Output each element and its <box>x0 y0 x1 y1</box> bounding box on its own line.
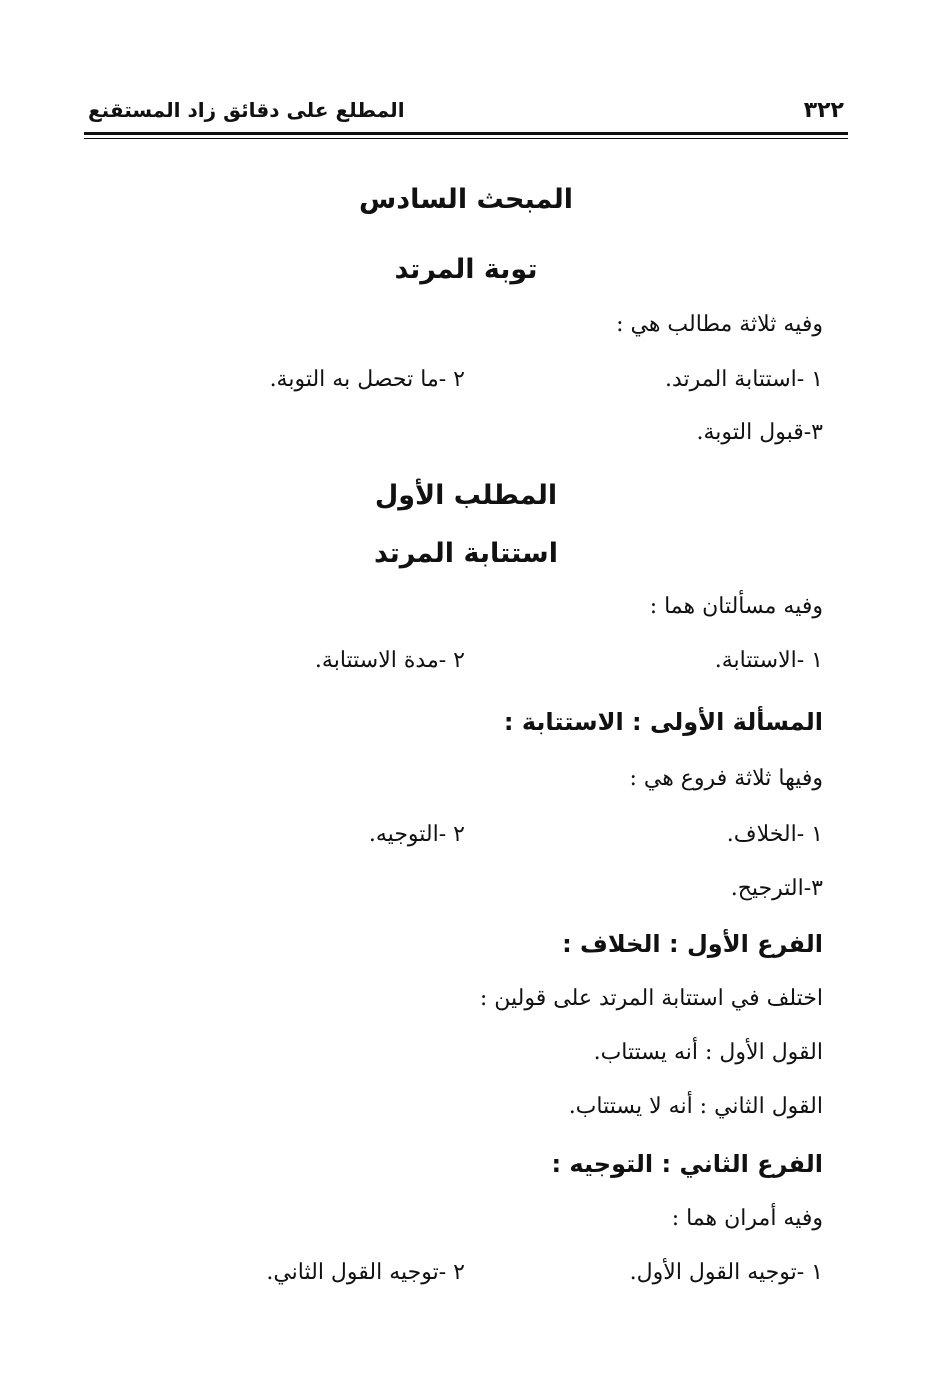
list-item: ٣-قبول التوبة. <box>696 420 823 445</box>
header-rule-thin <box>84 138 848 139</box>
matlab-subheading: استتابة المرتد <box>374 538 558 569</box>
section-heading: المبحث السادس <box>358 184 574 215</box>
list-item: ٢ -ما تحصل به التوبة. <box>269 367 465 392</box>
list-item: القول الثاني : أنه لا يستتاب. <box>568 1094 823 1119</box>
far-heading: الفرع الثاني : التوجيه : <box>551 1150 823 1178</box>
list-item: القول الأول : أنه يستتاب. <box>593 1040 823 1065</box>
list-item: ١ -توجيه القول الأول. <box>629 1260 823 1285</box>
header-rule-thick <box>84 132 848 135</box>
masala-intro: وفيها ثلاثة فروع هي : <box>629 766 823 791</box>
far-intro: وفيه أمران هما : <box>671 1206 823 1231</box>
section-subheading: توبة المرتد <box>394 254 538 285</box>
page-number: ٣٢٢ <box>803 98 844 123</box>
list-item: ٢ -توجيه القول الثاني. <box>266 1260 465 1285</box>
list-item: ١ -استتابة المرتد. <box>664 367 823 392</box>
list-item: ١ -الاستتابة. <box>714 648 823 673</box>
far-intro: اختلف في استتابة المرتد على قولين : <box>479 986 823 1011</box>
list-item: ١ -الخلاف. <box>726 822 823 847</box>
running-header <box>84 96 848 132</box>
list-item: ٣-الترجيح. <box>730 876 823 901</box>
matlab-heading: المطلب الأول <box>374 480 558 511</box>
list-item: ٢ -التوجيه. <box>368 822 465 847</box>
far-heading: الفرع الأول : الخلاف : <box>562 930 823 958</box>
book-title: المطلع على دقائق زاد المستقنع <box>88 98 405 122</box>
section-intro: وفيه ثلاثة مطالب هي : <box>616 312 823 337</box>
matlab-intro: وفيه مسألتان هما : <box>649 594 823 619</box>
masala-heading: المسألة الأولى : الاستتابة : <box>503 708 823 736</box>
list-item: ٢ -مدة الاستتابة. <box>314 648 465 673</box>
